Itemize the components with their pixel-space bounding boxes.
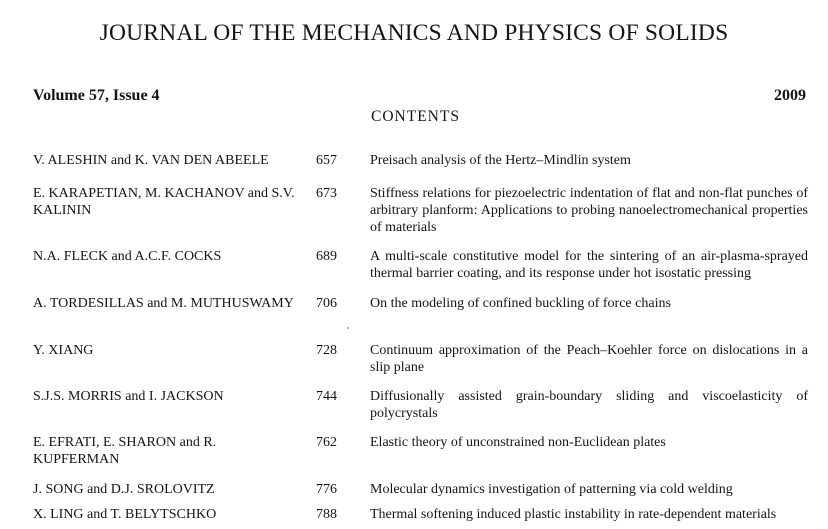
entry-article-title: Stiffness relations for piezoelectric indentation of flat and non-flat punches of arbitrary planform: Applications to probing nanoelectromechanical properties of materials bbox=[370, 186, 808, 235]
publication-year: 2009 bbox=[774, 87, 806, 104]
contents-entry bbox=[0, 152, 828, 185]
entry-page-number: 762 bbox=[316, 435, 337, 450]
contents-entry bbox=[0, 434, 828, 481]
entry-article-title: Elastic theory of unconstrained non-Euclidean plates bbox=[370, 435, 666, 450]
entry-authors: V. ALESHIN and K. VAN DEN ABEELE bbox=[33, 153, 269, 168]
entry-page-number: 689 bbox=[316, 249, 337, 264]
entry-authors: A. TORDESILLAS and M. MUTHUSWAMY bbox=[33, 296, 294, 311]
entry-article-title: Diffusionally assisted grain-boundary sliding and viscoelasticity of polycrystals bbox=[370, 389, 808, 421]
entry-page-number: 706 bbox=[316, 296, 337, 311]
journal-title: JOURNAL OF THE MECHANICS AND PHYSICS OF SOLIDS bbox=[99, 20, 729, 46]
volume-issue: Volume 57, Issue 4 bbox=[33, 87, 160, 104]
print-speck bbox=[347, 327, 349, 329]
entry-authors: S.J.S. MORRIS and I. JACKSON bbox=[33, 389, 224, 404]
entry-article-title: On the modeling of confined buckling of force chains bbox=[370, 296, 671, 311]
contents-heading: CONTENTS bbox=[371, 108, 460, 125]
entry-page-number: 728 bbox=[316, 343, 337, 358]
entry-article-title: Molecular dynamics investigation of patterning via cold welding bbox=[370, 482, 733, 497]
entry-article-title: Preisach analysis of the Hertz–Mindlin system bbox=[370, 153, 631, 168]
contents-list bbox=[0, 152, 828, 526]
entry-article-title: Continuum approximation of the Peach–Koehler force on dislocations in a slip plane bbox=[370, 343, 808, 375]
entry-authors: E. KARAPETIAN, M. KACHANOV and S.V. KALININ bbox=[33, 186, 295, 218]
entry-authors: X. LING and T. BELYTSCHKO bbox=[33, 507, 217, 522]
contents-entry bbox=[0, 388, 828, 434]
contents-entry bbox=[0, 342, 828, 388]
entry-page-number: 776 bbox=[316, 482, 337, 497]
entry-authors: Y. XIANG bbox=[33, 343, 94, 358]
entry-article-title: Thermal softening induced plastic instability in rate-dependent materials bbox=[370, 507, 777, 522]
entry-authors: E. EFRATI, E. SHARON and R. KUPFERMAN bbox=[33, 435, 217, 467]
entry-authors: J. SONG and D.J. SROLOVITZ bbox=[33, 482, 215, 497]
contents-entry bbox=[0, 185, 828, 248]
entry-page-number: 657 bbox=[316, 153, 337, 168]
contents-entry bbox=[0, 506, 828, 526]
contents-entry bbox=[0, 295, 828, 342]
contents-entry bbox=[0, 481, 828, 506]
entry-page-number: 788 bbox=[316, 507, 337, 522]
entry-authors: N.A. FLECK and A.C.F. COCKS bbox=[33, 249, 222, 264]
entry-page-number: 673 bbox=[316, 186, 337, 201]
entry-article-title: A multi-scale constitutive model for the sintering of an air-plasma-sprayed thermal barrier coating, and its response under hot isostatic pressing bbox=[370, 249, 808, 281]
contents-entry bbox=[0, 248, 828, 295]
entry-page-number: 744 bbox=[316, 389, 337, 404]
